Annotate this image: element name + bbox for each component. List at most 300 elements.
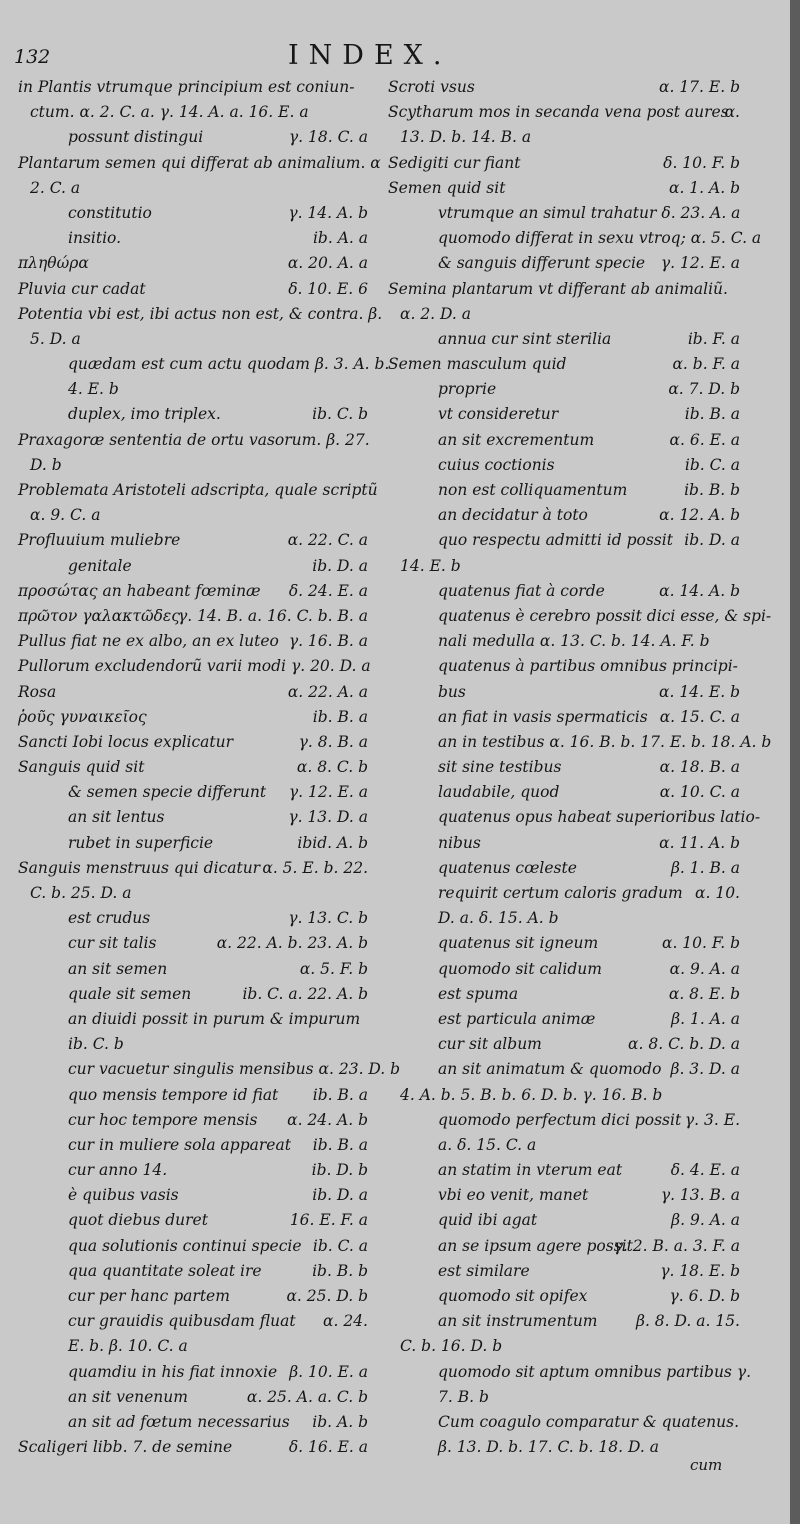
entry-term: Pullus fiat ne ex albo, an ex luteo bbox=[18, 632, 279, 651]
right-index-column bbox=[388, 75, 772, 1460]
index-entry bbox=[18, 377, 368, 402]
entry-term: ῥοῦς γυναικεῖος bbox=[18, 707, 147, 726]
entry-term: Sanguis menstruus qui dicatur bbox=[18, 858, 261, 877]
entry-term: requirit certum caloris gradum bbox=[438, 884, 683, 902]
entry-term: & semen specie differunt bbox=[68, 783, 267, 802]
entry-term: in Plantis vtrumque principium est coniun- bbox=[18, 78, 355, 96]
entry-reference: δ. 4. E. a bbox=[670, 1161, 740, 1180]
entry-reference: ib. D. a bbox=[312, 1186, 368, 1205]
entry-term: Cum coagulo comparatur & quatenus. bbox=[438, 1412, 740, 1431]
index-entry bbox=[388, 856, 740, 881]
entry-term: qua solutionis continui specie bbox=[68, 1236, 302, 1255]
index-entry bbox=[18, 680, 368, 705]
entry-term: quomodo differat in sexu vtroq; α. 5. C. a bbox=[438, 229, 762, 248]
entry-reference: α. b. F. a bbox=[672, 355, 740, 374]
entry-term: quatenus è cerebro possit dici esse, & spi- bbox=[438, 606, 772, 625]
entry-term: è quibus vasis bbox=[68, 1186, 179, 1205]
index-entry bbox=[18, 1284, 368, 1309]
index-entry bbox=[388, 1057, 740, 1082]
index-entry bbox=[388, 1183, 740, 1208]
entry-reference: ib. B. a bbox=[312, 1085, 368, 1104]
entry-term: Pluvia cur cadat bbox=[18, 279, 146, 298]
index-entry bbox=[18, 75, 368, 100]
entry-term: Semina plantarum vt differant ab animaliũ. bbox=[388, 279, 728, 298]
entry-reference: ib. C. a bbox=[312, 1236, 368, 1255]
entry-term: Sanguis quid sit bbox=[18, 758, 145, 777]
entry-reference: α. 14. A. b bbox=[659, 581, 740, 600]
entry-term: Rosa bbox=[18, 682, 57, 701]
entry-term: Problemata Aristoteli adscripta, quale scriptũ bbox=[18, 481, 378, 499]
entry-reference: β. 3. D. a bbox=[670, 1060, 740, 1079]
entry-term: 4. E. b bbox=[68, 380, 119, 399]
index-entry bbox=[388, 982, 740, 1007]
index-entry bbox=[18, 1259, 368, 1284]
index-entry bbox=[388, 100, 740, 125]
entry-term: quatenus opus habeat superioribus latio- bbox=[438, 808, 761, 827]
index-entry bbox=[18, 1032, 368, 1057]
index-entry bbox=[388, 705, 740, 730]
entry-reference: α. 8. E. b bbox=[668, 984, 740, 1003]
entry-reference: α. 5. F. b bbox=[299, 959, 368, 978]
index-entry bbox=[388, 755, 740, 780]
index-entry bbox=[388, 629, 740, 654]
entry-term: Scaligeri libb. 7. de semine bbox=[18, 1438, 233, 1457]
entry-reference: γ. 14. B. a. 16. C. b. B. a bbox=[177, 606, 368, 625]
entry-term: Scroti vsus bbox=[388, 78, 475, 96]
entry-term: 13. D. b. 14. B. a bbox=[400, 128, 532, 147]
entry-reference: γ. 14. A. b bbox=[288, 203, 368, 222]
entry-reference: α. 24. A. b bbox=[287, 1110, 368, 1129]
index-entry bbox=[18, 654, 371, 679]
entry-term: rubet in superficie bbox=[68, 833, 214, 852]
index-entry bbox=[18, 1007, 368, 1032]
index-entry bbox=[388, 831, 740, 856]
entry-term: cur vacuetur singulis mensibus α. 23. D. b bbox=[68, 1060, 401, 1079]
entry-reference: β. 1. A. a bbox=[671, 1009, 740, 1028]
entry-reference: α. 12. A. b bbox=[659, 506, 740, 525]
entry-reference: α. 22. A. a bbox=[287, 682, 368, 701]
index-entry bbox=[18, 604, 368, 629]
index-entry bbox=[388, 1208, 740, 1233]
entry-term: est crudus bbox=[68, 909, 151, 928]
index-entry bbox=[18, 1057, 401, 1082]
entry-reference: ib. D. a bbox=[312, 556, 368, 575]
index-entry bbox=[18, 478, 378, 503]
running-head: INDEX. bbox=[288, 40, 452, 71]
entry-term: an in testibus α. 16. B. b. 17. E. b. 18. A. b bbox=[438, 732, 772, 751]
entry-term: an fiat in vasis spermaticis bbox=[438, 707, 648, 726]
page-edge bbox=[790, 0, 800, 1524]
entry-reference: ib. F. a bbox=[687, 329, 740, 348]
entry-term: quomodo sit calidum bbox=[438, 959, 602, 978]
entry-term: προσώτας an habeant fœminæ bbox=[18, 581, 261, 600]
index-entry bbox=[388, 277, 740, 302]
index-entry bbox=[18, 730, 368, 755]
index-entry bbox=[388, 1259, 740, 1284]
index-entry bbox=[18, 755, 368, 780]
entry-reference: γ. 12. E. a bbox=[660, 254, 740, 273]
index-entry bbox=[388, 1334, 740, 1359]
index-entry bbox=[388, 151, 740, 176]
index-entry bbox=[388, 730, 772, 755]
index-entry bbox=[388, 125, 740, 150]
index-entry bbox=[18, 579, 368, 604]
entry-term: quædam est cum actu quodam β. 3. A. b. bbox=[68, 355, 390, 374]
entry-reference: α. 5. E. b. 22. bbox=[262, 858, 368, 877]
entry-reference: γ. 6. D. b bbox=[669, 1287, 740, 1305]
index-entry bbox=[388, 654, 740, 679]
index-entry bbox=[18, 1234, 368, 1259]
index-entry bbox=[388, 478, 740, 503]
index-entry bbox=[388, 503, 740, 528]
index-entry bbox=[18, 1158, 368, 1183]
entry-term: quo respectu admitti id possit bbox=[438, 531, 673, 550]
entry-term: 5. D. a bbox=[30, 329, 81, 348]
index-entry bbox=[388, 176, 740, 201]
index-entry bbox=[18, 881, 368, 906]
index-entry bbox=[18, 251, 368, 276]
entry-term: & sanguis differunt specie bbox=[438, 254, 646, 273]
entry-term: an diuidi possit in purum & impurum bbox=[68, 1009, 361, 1028]
page-header bbox=[0, 40, 790, 76]
index-entry bbox=[18, 906, 368, 931]
index-entry bbox=[388, 1108, 740, 1133]
entry-term: Pullorum excludendorũ varii modi γ. 20. D. a bbox=[18, 657, 371, 676]
entry-reference: α. 17. E. b bbox=[659, 78, 740, 96]
entry-term: quamdiu in his fiat innoxie bbox=[68, 1362, 278, 1381]
entry-reference: β. 10. E. a bbox=[289, 1362, 368, 1381]
entry-term: 14. E. b bbox=[400, 556, 461, 575]
entry-term: possunt distingui bbox=[68, 128, 204, 147]
index-entry bbox=[388, 226, 762, 251]
entry-term: cur hoc tempore mensis bbox=[68, 1110, 258, 1129]
entry-reference: α. 22. C. a bbox=[287, 531, 368, 550]
entry-term: bus bbox=[438, 682, 466, 701]
entry-term: cur in muliere sola appareat bbox=[68, 1135, 291, 1154]
entry-term: non est colliquamentum bbox=[438, 481, 628, 499]
entry-reference: γ. 18. E. b bbox=[660, 1261, 740, 1280]
entry-term: est similare bbox=[438, 1261, 530, 1280]
entry-term: est spuma bbox=[438, 984, 519, 1003]
entry-reference: γ. 8. B. a bbox=[298, 732, 368, 751]
index-entry bbox=[388, 377, 740, 402]
entry-term: an sit lentus bbox=[68, 808, 165, 827]
entry-term: qua quantitate soleat ire bbox=[68, 1261, 262, 1280]
index-entry bbox=[18, 226, 368, 251]
index-entry bbox=[388, 604, 772, 629]
entry-term: duplex, imo triplex. bbox=[68, 405, 221, 424]
entry-term: quomodo sit aptum omnibus partibus γ. bbox=[438, 1362, 752, 1381]
entry-reference: α. 14. E. b bbox=[659, 682, 740, 701]
entry-term: vtrumque an simul trahatur δ. 23. A. a bbox=[438, 203, 741, 222]
entry-reference: α. 10. bbox=[695, 884, 740, 902]
entry-term: genitale bbox=[68, 556, 132, 575]
entry-reference: ib. A. a bbox=[312, 229, 368, 248]
entry-reference: α. bbox=[724, 103, 740, 122]
entry-reference: ib. D. a bbox=[684, 531, 740, 550]
entry-term: πρῶτον γαλακτῶδες bbox=[18, 606, 180, 625]
index-entry bbox=[18, 176, 368, 201]
entry-reference: γ. 3. E. bbox=[684, 1110, 740, 1129]
entry-term: Semen masculum quid bbox=[388, 355, 567, 374]
entry-reference: α. 20. A. a bbox=[287, 254, 368, 273]
index-entry bbox=[18, 528, 368, 553]
entry-term: cur sit album bbox=[438, 1035, 542, 1054]
entry-term: an sit semen bbox=[68, 959, 168, 978]
entry-term: quomodo perfectum dici possit bbox=[438, 1110, 682, 1129]
index-entry bbox=[18, 1133, 368, 1158]
index-entry bbox=[388, 1158, 740, 1183]
entry-term: C. b. 16. D. b bbox=[400, 1337, 503, 1356]
entry-reference: α. 8. C. b. D. a bbox=[628, 1035, 740, 1054]
entry-reference: ib. B. b bbox=[312, 1261, 368, 1280]
entry-term: quatenus sit igneum bbox=[438, 934, 599, 953]
entry-term: α. 9. C. a bbox=[30, 506, 101, 525]
index-entry bbox=[388, 805, 761, 830]
index-entry bbox=[388, 251, 740, 276]
entry-term: β. 13. D. b. 17. C. b. 18. D. a bbox=[438, 1438, 659, 1457]
entry-reference: δ. 10. F. b bbox=[663, 153, 740, 172]
index-entry bbox=[18, 453, 368, 478]
entry-reference: α. 8. C. b bbox=[296, 758, 368, 777]
entry-reference: α. 10. C. a bbox=[659, 783, 740, 802]
index-entry bbox=[388, 881, 740, 906]
entry-reference: δ. 24. E. a bbox=[288, 581, 368, 600]
entry-term: quot diebus duret bbox=[68, 1211, 208, 1230]
index-entry bbox=[18, 402, 368, 427]
index-entry bbox=[18, 554, 368, 579]
index-entry bbox=[18, 982, 368, 1007]
index-entry bbox=[18, 629, 368, 654]
index-entry bbox=[388, 1133, 740, 1158]
index-entry bbox=[18, 151, 381, 176]
entry-reference: γ. 13. B. a bbox=[660, 1186, 740, 1205]
entry-term: quatenus fiat à corde bbox=[438, 581, 605, 600]
entry-term: annua cur sint sterilia bbox=[438, 329, 612, 348]
entry-reference: α. 24. bbox=[323, 1312, 368, 1331]
index-entry bbox=[18, 277, 368, 302]
entry-reference: ib. C. a. 22. A. b bbox=[242, 984, 368, 1003]
index-entry bbox=[18, 327, 368, 352]
index-entry bbox=[18, 1360, 368, 1385]
entry-term: quomodo sit opifex bbox=[438, 1287, 588, 1305]
entry-reference: ib. B. a bbox=[684, 405, 740, 424]
entry-reference: α. 7. D. b bbox=[668, 380, 740, 399]
index-entry bbox=[18, 125, 368, 150]
entry-term: nibus bbox=[438, 833, 481, 852]
entry-term: an se ipsum agere possit bbox=[438, 1236, 633, 1255]
entry-term: cuius coctionis bbox=[438, 455, 555, 474]
entry-reference: α. 18. B. a bbox=[659, 758, 740, 777]
index-entry bbox=[18, 1410, 368, 1435]
index-entry bbox=[18, 856, 368, 881]
entry-reference: α. 9. A. a bbox=[669, 959, 740, 978]
entry-term: 2. C. a bbox=[30, 178, 81, 197]
entry-reference: ib. A. b bbox=[312, 1412, 368, 1431]
index-entry bbox=[18, 352, 390, 377]
entry-term: α. 2. D. a bbox=[400, 304, 472, 323]
entry-term: sit sine testibus bbox=[438, 758, 562, 777]
entry-term: 4. A. b. 5. B. b. 6. D. b. γ. 16. B. b bbox=[400, 1085, 663, 1104]
entry-term: Semen quid sit bbox=[388, 178, 506, 197]
entry-term: cur grauidis quibusdam fluat bbox=[68, 1312, 296, 1331]
index-entry bbox=[388, 1284, 740, 1309]
index-entry bbox=[388, 1083, 740, 1108]
index-entry bbox=[388, 579, 740, 604]
index-entry bbox=[18, 780, 368, 805]
entry-reference: γ. 13. D. a bbox=[288, 808, 368, 827]
entry-reference: α. 6. E. a bbox=[669, 430, 740, 449]
index-entry bbox=[388, 931, 740, 956]
index-entry bbox=[388, 906, 740, 931]
entry-term: proprie bbox=[438, 380, 497, 399]
entry-term: an sit instrumentum bbox=[438, 1312, 598, 1331]
entry-term: Potentia vbi est, ibi actus non est, & contra. β. bbox=[18, 304, 383, 323]
entry-reference: γ. 13. C. b bbox=[288, 909, 368, 928]
index-entry bbox=[18, 805, 368, 830]
index-entry bbox=[18, 1208, 368, 1233]
index-entry bbox=[388, 1435, 740, 1460]
entry-term: E. b. β. 10. C. a bbox=[68, 1337, 188, 1356]
entry-reference: α. 15. C. a bbox=[659, 707, 740, 726]
entry-reference: ib. C. a bbox=[684, 455, 740, 474]
entry-reference: α. 1. A. b bbox=[668, 178, 740, 197]
entry-term: vt consideretur bbox=[438, 405, 559, 424]
entry-term: nali medulla α. 13. C. b. 14. A. F. b bbox=[438, 632, 710, 651]
entry-reference: δ. 16. E. a bbox=[288, 1438, 368, 1457]
index-entry bbox=[388, 1234, 740, 1259]
catchword: cum bbox=[690, 1456, 723, 1474]
index-entry bbox=[18, 1435, 368, 1460]
entry-term: an sit venenum bbox=[68, 1387, 188, 1406]
entry-term: est particula animæ bbox=[438, 1009, 596, 1028]
index-entry bbox=[18, 1309, 368, 1334]
entry-reference: α. 22. A. b. 23. A. b bbox=[216, 934, 368, 953]
entry-reference: α. 11. A. b bbox=[659, 833, 740, 852]
entry-reference: ib. D. b bbox=[311, 1161, 368, 1180]
index-entry bbox=[388, 680, 740, 705]
entry-term: constitutio bbox=[68, 203, 152, 222]
entry-term: D. b bbox=[30, 455, 62, 474]
entry-reference: ib. B. a bbox=[312, 707, 368, 726]
entry-term: insitio. bbox=[68, 229, 122, 248]
index-entry bbox=[18, 201, 368, 226]
index-entry bbox=[388, 528, 740, 553]
entry-term: an decidatur à toto bbox=[438, 506, 588, 525]
index-entry bbox=[388, 1385, 740, 1410]
entry-term: ctum. α. 2. C. a. γ. 14. A. a. 16. E. a bbox=[30, 103, 309, 122]
entry-reference: β. 8. D. a. 15. bbox=[635, 1312, 740, 1331]
entry-reference: α. 25. A. a. C. b bbox=[246, 1387, 368, 1406]
index-entry bbox=[388, 201, 740, 226]
index-entry bbox=[18, 957, 368, 982]
entry-term: Plantarum semen qui differat ab animalium. α bbox=[18, 153, 381, 172]
entry-reference: γ. 18. C. a bbox=[288, 128, 368, 147]
entry-reference: γ. 2. B. a. 3. F. a bbox=[613, 1236, 740, 1255]
index-entry bbox=[18, 100, 368, 125]
index-entry bbox=[388, 402, 740, 427]
entry-term: quatenus cœleste bbox=[438, 858, 577, 877]
entry-reference: β. 1. B. a bbox=[670, 858, 740, 877]
index-entry bbox=[18, 705, 368, 730]
entry-reference: β. 9. A. a bbox=[671, 1211, 740, 1230]
entry-term: 7. B. b bbox=[438, 1387, 489, 1406]
entry-term: laudabile, quod bbox=[438, 783, 560, 802]
entry-reference: α. 10. F. b bbox=[661, 934, 740, 953]
entry-term: quid ibi agat bbox=[438, 1211, 538, 1230]
entry-term: an statim in vterum eat bbox=[438, 1161, 623, 1180]
entry-reference: ib. B. b bbox=[684, 481, 740, 499]
index-entry bbox=[388, 453, 740, 478]
entry-term: Praxagoræ sententia de ortu vasorum. β. 27. bbox=[18, 430, 370, 449]
index-entry bbox=[388, 327, 740, 352]
index-entry bbox=[18, 1083, 368, 1108]
entry-term: an sit ad fœtum necessarius bbox=[68, 1412, 290, 1431]
entry-reference: γ. 12. E. a bbox=[288, 783, 368, 802]
entry-reference: γ. 16. B. a bbox=[288, 632, 368, 651]
index-entry bbox=[388, 1309, 740, 1334]
index-entry bbox=[388, 352, 740, 377]
entry-term: Scytharum mos in secanda vena post aures bbox=[388, 103, 729, 122]
index-entry bbox=[18, 428, 368, 453]
entry-term: Sedigiti cur fiant bbox=[388, 153, 521, 172]
entry-term: cur anno 14. bbox=[68, 1161, 168, 1180]
entry-term: an sit animatum & quomodo bbox=[438, 1060, 662, 1079]
entry-reference: ib. C. b bbox=[312, 405, 368, 424]
entry-term: quale sit semen bbox=[68, 984, 192, 1003]
index-entry bbox=[388, 1360, 752, 1385]
index-entry bbox=[388, 780, 740, 805]
entry-term: cur sit talis bbox=[68, 934, 157, 953]
index-entry bbox=[388, 1032, 740, 1057]
entry-reference: δ. 10. E. 6 bbox=[288, 279, 368, 298]
page-number: 132 bbox=[14, 46, 51, 68]
index-entry bbox=[18, 1108, 368, 1133]
index-entry bbox=[18, 931, 368, 956]
index-entry bbox=[388, 957, 740, 982]
index-entry bbox=[18, 1385, 368, 1410]
entry-term: Sancti Iobi locus explicatur bbox=[18, 732, 234, 751]
entry-term: C. b. 25. D. a bbox=[30, 884, 132, 902]
entry-term: D. a. δ. 15. A. b bbox=[438, 909, 559, 928]
index-entry bbox=[388, 428, 740, 453]
entry-reference: α. 25. D. b bbox=[286, 1287, 368, 1305]
index-entry bbox=[388, 1410, 740, 1435]
index-entry bbox=[388, 302, 740, 327]
entry-reference: ibid. A. b bbox=[297, 833, 368, 852]
entry-term: vbi eo venit, manet bbox=[438, 1186, 589, 1205]
entry-term: πληθώρα bbox=[18, 254, 89, 273]
index-entry bbox=[388, 554, 740, 579]
left-index-column bbox=[18, 75, 401, 1460]
entry-term: Profluuium muliebre bbox=[18, 531, 181, 550]
index-entry bbox=[18, 1183, 368, 1208]
index-entry bbox=[388, 75, 740, 100]
entry-term: a. δ. 15. C. a bbox=[438, 1135, 537, 1154]
index-entry bbox=[18, 1334, 368, 1359]
entry-term: quatenus à partibus omnibus principi- bbox=[438, 657, 738, 676]
entry-reference: ib. B. a bbox=[312, 1135, 368, 1154]
entry-term: quo mensis tempore id fiat bbox=[68, 1085, 279, 1104]
entry-reference: 16. E. F. a bbox=[289, 1211, 368, 1230]
index-entry bbox=[18, 503, 368, 528]
index-entry bbox=[18, 302, 383, 327]
entry-term: ib. C. b bbox=[68, 1035, 124, 1054]
entry-term: cur per hanc partem bbox=[68, 1287, 230, 1305]
index-entry bbox=[18, 831, 368, 856]
index-entry bbox=[388, 1007, 740, 1032]
entry-term: an sit excrementum bbox=[438, 430, 595, 449]
